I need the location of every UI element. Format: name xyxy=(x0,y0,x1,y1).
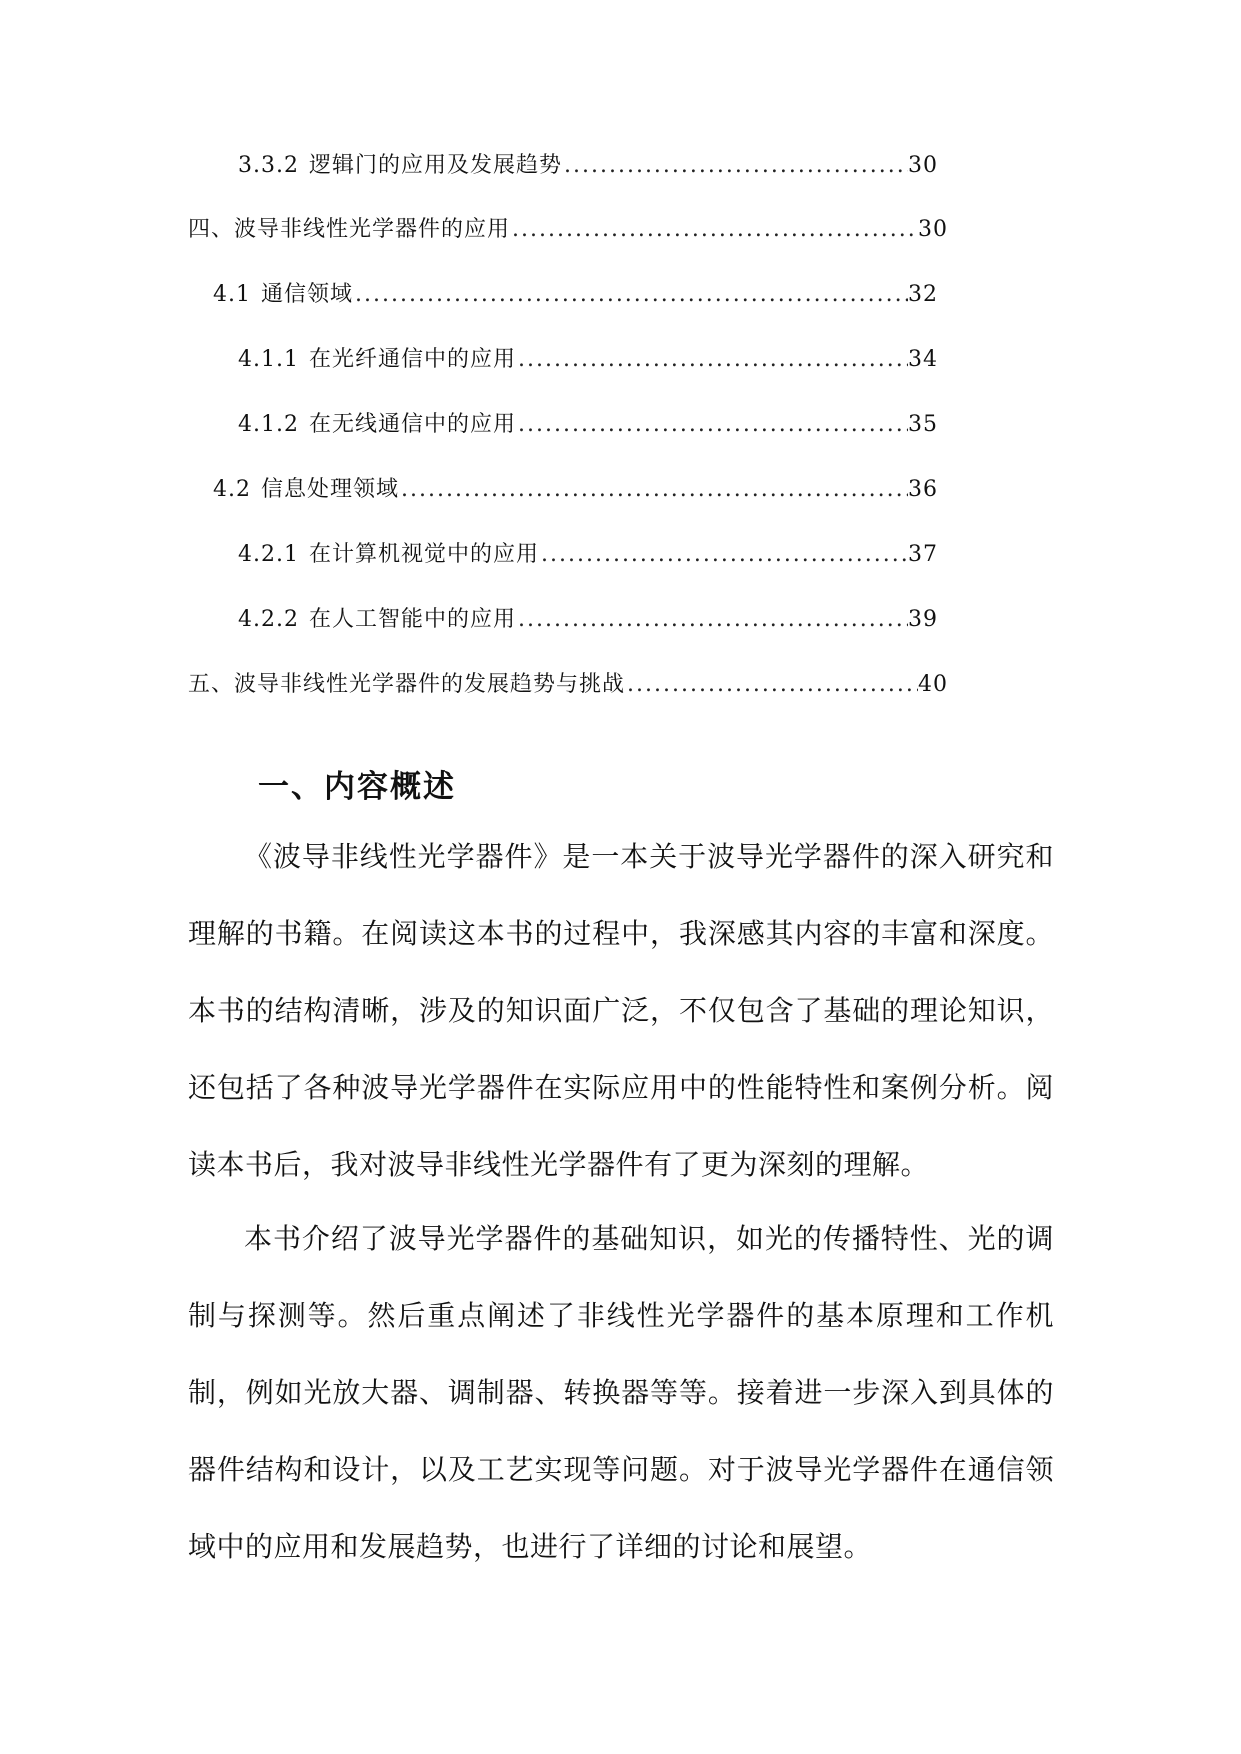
toc-entry-number: 4.2 xyxy=(213,477,251,502)
toc-dot-leader xyxy=(516,605,908,635)
toc-entry-page: 34 xyxy=(908,347,938,372)
section-heading: 一、内容概述 xyxy=(258,769,456,805)
toc-entry-page: 39 xyxy=(908,607,938,632)
toc-dot-leader xyxy=(353,280,908,310)
toc-entry[interactable] xyxy=(213,475,938,505)
toc-entry-number: 4.1.1 xyxy=(238,347,299,372)
toc-entry[interactable] xyxy=(238,540,938,570)
toc-entry-title: 逻辑门的应用及发展趋势 xyxy=(308,153,562,178)
toc-entry-title: 通信领域 xyxy=(261,282,354,307)
body-paragraph: 《波导非线性光学器件》是一本关于波导光学器件的深入研究和理解的书籍。在阅读这本书的过程中，我深感其内容的丰富和深度。本书的结构清晰，涉及的知识面广泛，不仅包含了基础的理论知识，还包括了各种波导光学器件在实际应用中的性能特性和案例分析。阅读本书后，我对波导非线性光学器件有了更为深刻的理解。 xyxy=(188,840,1054,1181)
toc-entry[interactable] xyxy=(188,215,948,245)
toc-dot-leader xyxy=(562,151,908,181)
toc-entry-page: 40 xyxy=(918,672,948,697)
body-paragraph: 本书介绍了波导光学器件的基础知识，如光的传播特性、光的调制与探测等。然后重点阐述了非线性光学器件的基本原理和工作机制，例如光放大器、调制器、转换器等等。接着进一步深入到具体的器件结构和设计，以及工艺实现等问题。对于波导光学器件在通信领域中的应用和发展趋势，也进行了详细的讨论和展望。 xyxy=(188,1222,1054,1563)
toc-entry-number: 4.1.2 xyxy=(238,412,299,437)
toc-entry-number: 3.3.2 xyxy=(238,153,299,178)
toc-dot-leader xyxy=(516,410,908,440)
toc-dot-leader xyxy=(625,670,918,700)
toc-dot-leader xyxy=(539,540,908,570)
toc-entry-number: 五、 xyxy=(188,672,235,697)
toc-entry-title: 波导非线性光学器件的发展趋势与挑战 xyxy=(234,672,626,697)
toc-entry-number: 4.2.1 xyxy=(238,542,299,567)
toc-entry[interactable] xyxy=(238,605,938,635)
toc-entry-page: 30 xyxy=(908,153,938,178)
toc-entry-number: 四、 xyxy=(188,217,235,242)
toc-entry[interactable] xyxy=(188,670,948,700)
toc-dot-leader xyxy=(399,475,908,505)
toc-entry-title: 在无线通信中的应用 xyxy=(308,412,516,437)
toc-entry-title: 信息处理领域 xyxy=(261,477,400,502)
toc-entry[interactable] xyxy=(238,345,938,375)
toc-entry[interactable] xyxy=(213,280,938,310)
toc-entry-title: 波导非线性光学器件的应用 xyxy=(234,217,511,242)
toc-entry[interactable] xyxy=(238,410,938,440)
toc-entry-number: 4.2.2 xyxy=(238,607,299,632)
toc-entry-title: 在计算机视觉中的应用 xyxy=(308,542,539,567)
toc-entry-page: 32 xyxy=(908,282,938,307)
toc-entry-title: 在人工智能中的应用 xyxy=(308,607,516,632)
toc-entry-page: 36 xyxy=(908,477,938,502)
toc-entry-page: 35 xyxy=(908,412,938,437)
toc-entry-page: 30 xyxy=(918,217,948,242)
toc-entry-title: 在光纤通信中的应用 xyxy=(308,347,516,372)
toc-dot-leader xyxy=(516,345,908,375)
toc-entry[interactable] xyxy=(238,151,938,181)
toc-entry-page: 37 xyxy=(908,542,938,567)
toc-entry-number: 4.1 xyxy=(213,282,251,307)
toc-dot-leader xyxy=(510,215,918,245)
